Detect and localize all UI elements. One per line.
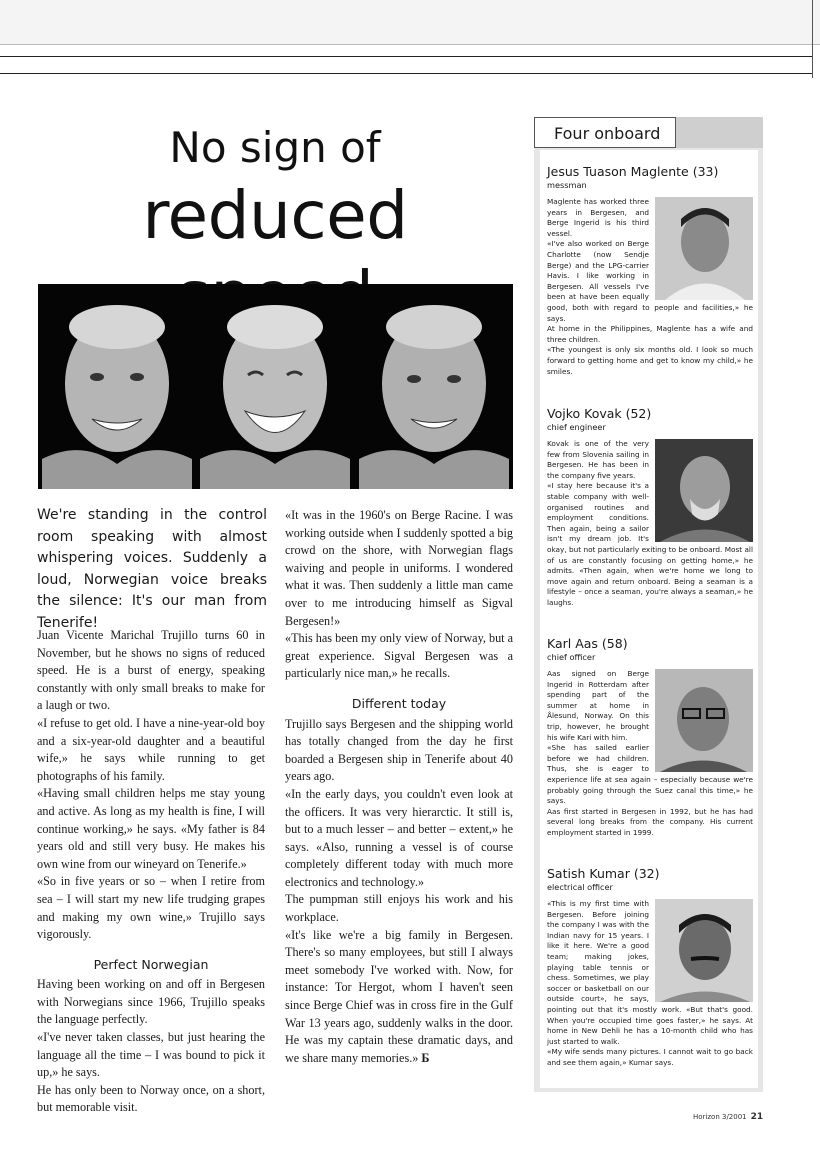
profile-card: [547, 636, 753, 839]
profile-card: [547, 406, 753, 609]
profile-photo: [655, 439, 753, 542]
sidebar-heading-bar: [676, 117, 763, 148]
page-number: 21: [750, 1112, 764, 1122]
paragraph: «I've never taken classes, but just hearing the language all the time – I was bound to pick it up,» he says.: [37, 1030, 265, 1080]
profile-card: [547, 164, 753, 377]
profile-paragraph: «I've also worked on Berge Charlotte (now Sendje Berge) and the LPG-carrier Havis. I like working in Bergesen. All vessels I've been at have been equally good, both with regard to people and facilities,» he says.: [547, 239, 753, 323]
profile-name: Karl Aas (58): [547, 636, 628, 651]
profile-card: [547, 866, 753, 1069]
paragraph: «It was in the 1960's on Berge Racine. I was working outside when I suddenly spotted a big crowd on the shore, with Norwegian flags waiving and people in uniforms. I wondered what it was. Then suddenly a little man came over to me introducing himself as Sigval Bergesen!»: [285, 508, 513, 628]
profile-body: [547, 197, 753, 377]
profile-paragraph: «She has sailed earlier before we had children. Thus, she is eager to experience life at sea again – especially because we're probably going through the Suez canal this time,» he says.: [547, 743, 753, 806]
paragraph: «So in five years or so – when I retire from sea – I will start my new life trudging grapes and making my own wine,» Trujillo says vigorously.: [37, 874, 265, 942]
profile-photo: [655, 669, 753, 772]
profile-photo: [655, 899, 753, 1002]
paragraph: Trujillo says Bergesen and the shipping world has totally changed from the day he first boarded a Bergesen ship in Tenerife about 40 years ago.: [285, 716, 513, 784]
title-line-1: No sign of: [169, 123, 381, 172]
profile-body: [547, 899, 753, 1069]
profile-body: [547, 669, 753, 839]
paragraph: The pumpman still enjoys his work and his workplace.: [285, 892, 513, 925]
end-mark: Б: [421, 1050, 430, 1065]
profile-role: messman: [547, 180, 587, 190]
article-lead: We're standing in the control room speaking with almost whispering voices. Suddenly a loud, Norwegian voice breaks the silence: It's our man from Tenerife!: [37, 507, 267, 631]
sidebar-heading: Four onboard: [534, 117, 676, 148]
top-rule: [0, 56, 812, 57]
profile-paragraph: «I stay here because it's a stable company with well-organised routines and employment conditions. Then again, being a sailor isn't my dream job. It's okay, but not particularly exiting to be onboard. Most all of us are constantly focusing on getting home,» he admits. «Then again, when we're home we long to move again and return onboard. Being a seaman is a lifestyle – once a seaman, you're always a seaman,» he laughs.: [547, 481, 753, 607]
profile-body: [547, 439, 753, 609]
paragraph: [285, 927, 513, 1068]
paragraph: «Having small children helps me stay young and active. As long as my health is fine, I will continue working,» he says. «My father is 84 years old and still very busy. He makes his own wine from our wineyard on Tenerife.»: [37, 786, 265, 871]
profile-paragraph: At home in the Philippines, Maglente has a wife and three children.: [547, 324, 753, 344]
edge-rule: [812, 0, 813, 78]
profile-role: chief engineer: [547, 422, 606, 432]
title-line-2: reduced: [142, 177, 408, 254]
top-rule-lower: [0, 73, 812, 74]
profile-paragraph: «The youngest is only six months old. I look so much forward to getting home and get to know my child,» he smiles.: [547, 345, 753, 376]
scan-top-margin: [0, 0, 820, 45]
article-column-1: [37, 627, 265, 1117]
page-footer: [693, 1112, 763, 1122]
profile-paragraph: Maglente has worked three years in Bergesen, and Berge Ingerid is his third vessel.: [547, 197, 649, 238]
profile-paragraph: Kovak is one of the very few from Slovenia sailing in Bergesen. He has been in the company five years.: [547, 439, 649, 480]
profile-name: Jesus Tuason Maglente (33): [547, 164, 719, 179]
profile-paragraph: «My wife sends many pictures. I cannot wait to go back and see them again,» Kumar says.: [547, 1047, 753, 1067]
profile-role: chief officer: [547, 652, 596, 662]
profile-name: Vojko Kovak (52): [547, 406, 652, 421]
paragraph: Having been working on and off in Bergesen with Norwegians since 1966, Trujillo speaks the language perfectly.: [37, 977, 265, 1027]
issue-label: Horizon 3/2001: [693, 1113, 747, 1121]
subheading: Perfect Norwegian: [93, 956, 209, 972]
hero-photo-strip: [38, 284, 513, 489]
paragraph: Juan Vicente Marichal Trujillo turns 60 in November, but he shows no signs of reduced speed. He is a burst of energy, speaking constantly with only small breaks to make for a laugh or two.: [37, 628, 265, 713]
paragraph: «I refuse to get old. I have a nine-year-old boy and a six-year-old daughter and a beautiful wife,» he says while running to get photographs of his family.: [37, 715, 265, 783]
article-column-2: [285, 507, 513, 1067]
subheading: Different today: [351, 695, 447, 711]
paragraph: «This has been my only view of Norway, but a great experience. Sigval Bergesen was a particularly nice man,» he recalls.: [285, 631, 514, 681]
profile-paragraph: Aas signed on Berge Ingerid in Rotterdam after spending part of the summer at home in Ålesund, Norway. On this trip, however, he brought his wife Kari with him.: [547, 669, 649, 742]
paragraph: «In the early days, you couldn't even look at the officers. It was very hierarctic. It still is, but to a much lesser – and better – extent,» he says. «Also, running a vessel is of course completely different today with much more electronics and technology.»: [285, 786, 513, 889]
portrait-photo: [355, 284, 513, 489]
portrait-photo: [38, 284, 196, 489]
profile-paragraph: Aas first started in Bergesen in 1992, but he has had several long breaks from the company. His current employment started in 1999.: [547, 806, 753, 837]
portrait-photo: [196, 284, 354, 489]
profile-role: electrical officer: [547, 882, 613, 892]
profile-photo: [655, 197, 753, 300]
profile-paragraph: «This is my first time with Bergesen. Before joining the company I was with the Indian navy for 15 years. I like it here. We're a good team; making jokes, playing table tennis or chess. Sometimes, we play soccer or basketball on our outside court», he says, pointing out that it's mostly work. «But that's good. When you're occupied time goes faster,» he says. At home in New Dehli he has a 10-month child who has just started to walk.: [547, 899, 753, 1046]
profile-name: Satish Kumar (32): [547, 866, 660, 881]
paragraph: He has only been to Norway once, on a short, but memorable visit.: [37, 1082, 265, 1115]
paragraph-text: «It's like we're a big family in Bergesen. There's so many employees, but still I always meet somebody I've worked with. Now, for instance: Tor Hergot, whom I haven't seen since Berge Chief was in cross fire in the Gulf War 13 years ago, suddenly walks in the door. He was my captain these dramatic days, and we share many memories.»: [285, 927, 513, 1065]
